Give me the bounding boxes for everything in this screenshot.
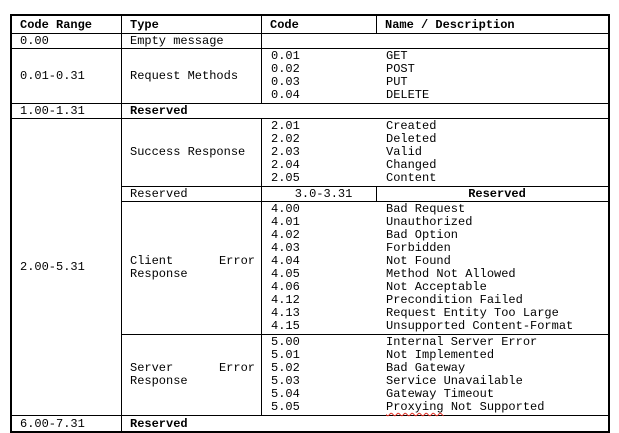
- type-cell: [122, 335, 262, 415]
- code-description: Bad Option: [386, 228, 459, 242]
- codes-list: [262, 202, 608, 334]
- codes-list: [262, 119, 608, 186]
- reserved-label: Reserved: [130, 104, 188, 118]
- code-description: POST: [386, 62, 415, 76]
- code-description: Internal Server Error: [386, 335, 538, 349]
- subrow-server-error: [122, 335, 608, 415]
- code-row-proxying: [262, 401, 608, 414]
- code-description: Content: [386, 171, 437, 185]
- code-description: Gateway Timeout: [386, 387, 495, 401]
- range-cell: 2.00-5.31: [12, 119, 122, 415]
- code-row: [262, 320, 608, 333]
- code-value: 5.03: [271, 374, 300, 388]
- row-empty-message: [12, 34, 608, 49]
- reserved-label: Reserved: [130, 416, 188, 431]
- table-header-row: [12, 16, 608, 34]
- row-responses: [12, 119, 608, 416]
- code-description: Request Entity Too Large: [386, 306, 559, 320]
- type-cell: [122, 187, 262, 201]
- responses-subtable: [122, 119, 608, 415]
- type-cell: [122, 202, 262, 334]
- row-request-methods: [12, 49, 608, 104]
- code-row: [262, 50, 608, 63]
- code-description: [377, 401, 544, 414]
- code-description: DELETE: [386, 88, 430, 102]
- header-code-range: Code Range: [12, 16, 122, 33]
- header-code: Code: [262, 16, 377, 33]
- code-description: Not Acceptable: [386, 280, 487, 294]
- subrow-client-error: [122, 202, 608, 335]
- code-description: Unsupported Content-Format: [386, 319, 574, 333]
- code-value: 2.02: [271, 132, 300, 146]
- code-row: [262, 89, 608, 102]
- range-cell: 0.01-0.31: [12, 49, 122, 103]
- row-reserved-2: [12, 416, 608, 431]
- type-word: Error: [218, 254, 255, 268]
- code-value: 0.01: [271, 49, 300, 63]
- code-description: Forbidden: [386, 241, 451, 255]
- code-row: [262, 133, 608, 146]
- codes-list: [262, 49, 608, 103]
- code-description: Changed: [386, 158, 437, 172]
- code-description: Bad Gateway: [386, 361, 466, 375]
- type-label: Success Response: [130, 145, 246, 159]
- subrow-reserved-mid: [122, 187, 608, 202]
- empty-cell: [262, 34, 608, 48]
- code-description: Not Implemented: [386, 348, 495, 362]
- code-value: 4.12: [271, 293, 300, 307]
- code-value: 5.00: [271, 335, 300, 349]
- code-value: 2.04: [271, 158, 300, 172]
- header-type: Type: [122, 16, 262, 33]
- description-rest: Not Supported: [450, 400, 545, 414]
- code-value: 4.13: [271, 306, 300, 320]
- code-value: 0.03: [271, 75, 300, 89]
- code-description: Deleted: [386, 132, 437, 146]
- code-row: [262, 76, 608, 89]
- code-description: Reserved: [468, 187, 526, 201]
- type-word: Client: [130, 254, 174, 268]
- code-value: 0.04: [271, 88, 300, 102]
- code-value: 4.00: [271, 202, 300, 216]
- code-value: 5.01: [271, 348, 300, 362]
- type-cell: Empty message: [122, 34, 262, 48]
- code-value: 2.01: [271, 119, 300, 133]
- code-value: 4.04: [271, 254, 300, 268]
- code-description: PUT: [386, 75, 408, 89]
- code-description: Valid: [386, 145, 423, 159]
- code-description: Created: [386, 119, 437, 133]
- range-cell: 0.00: [12, 34, 122, 48]
- codes-cell: [262, 49, 608, 103]
- code-value: 4.05: [271, 267, 300, 281]
- code-description: Bad Request: [386, 202, 466, 216]
- code-description: Service Unavailable: [386, 374, 523, 388]
- code-value: 5.04: [271, 387, 300, 401]
- type-label-line2: Response: [130, 267, 188, 281]
- code-description: GET: [386, 49, 408, 63]
- codes-list: [262, 335, 608, 415]
- coap-code-table: [10, 14, 610, 433]
- header-name-description: Name / Description: [385, 17, 515, 32]
- type-word: Server: [130, 361, 174, 375]
- type-label-line2: Response: [130, 374, 188, 388]
- code-value: 5.02: [271, 361, 300, 375]
- type-cell: [122, 119, 262, 186]
- code-description: Unauthorized: [386, 215, 473, 229]
- type-word: Error: [218, 361, 255, 375]
- code-value: 2.03: [271, 145, 300, 159]
- type-label: Reserved: [130, 186, 188, 201]
- code-description: Method Not Allowed: [386, 267, 516, 281]
- code-value: 4.03: [271, 241, 300, 255]
- code-value: 4.01: [271, 215, 300, 229]
- code-value: 3.0-3.31: [262, 187, 377, 201]
- code-description: Not Found: [386, 254, 451, 268]
- type-cell: Request Methods: [122, 49, 262, 103]
- code-value: 2.05: [271, 171, 300, 185]
- code-description: Precondition Failed: [386, 293, 523, 307]
- row-reserved-1: [12, 104, 608, 119]
- range-cell: 1.00-1.31: [12, 104, 122, 118]
- code-value: 4.15: [271, 319, 300, 333]
- code-value: 0.02: [271, 62, 300, 76]
- code-row: [262, 172, 608, 185]
- subrow-success-response: [122, 119, 608, 187]
- range-cell: 6.00-7.31: [12, 416, 122, 431]
- code-value: 4.02: [271, 228, 300, 242]
- code-value: 4.06: [271, 280, 300, 294]
- code-row: [262, 63, 608, 76]
- misspelled-word: Proxying: [386, 400, 444, 414]
- code-value: 5.05: [271, 400, 300, 414]
